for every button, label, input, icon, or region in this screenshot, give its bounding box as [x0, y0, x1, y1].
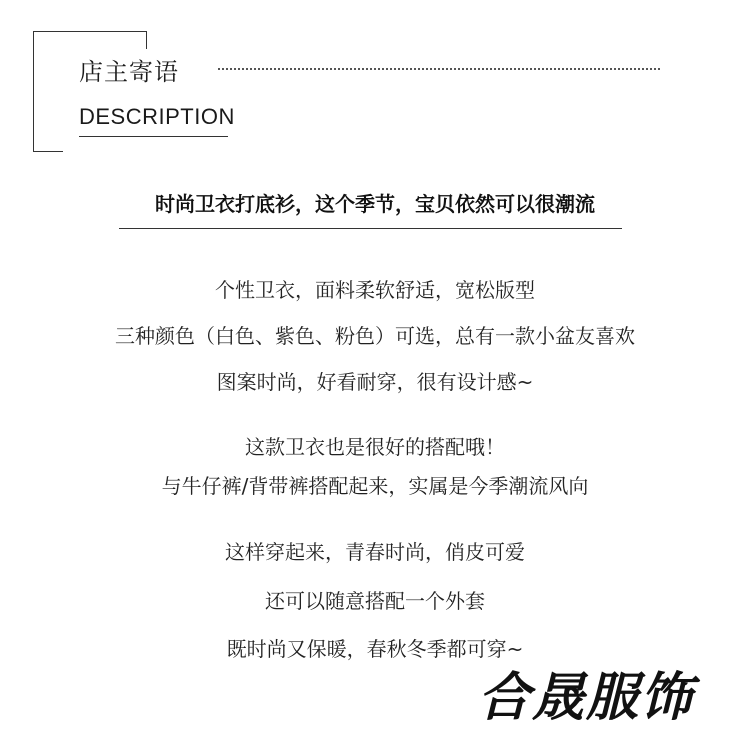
headline: 时尚卫衣打底衫，这个季节，宝贝依然可以很潮流 [155, 192, 595, 216]
paragraph-line: 图案时尚，好看耐穿，很有设计感~ [216, 370, 534, 394]
paragraph-line: 这款卫衣也是很好的搭配哦！ [245, 435, 505, 459]
dotted-divider [218, 68, 660, 70]
paragraph-line: 还可以随意搭配一个外套 [265, 589, 485, 613]
frame-left-line [33, 31, 34, 151]
section-title-en: DESCRIPTION [79, 104, 235, 129]
paragraph-line: 个性卫衣，面料柔软舒适，宽松版型 [215, 278, 535, 302]
paragraph-line: 三种颜色（白色、紫色、粉色）可选，总有一款小盆友喜欢 [115, 324, 635, 348]
section-title-en-underline [79, 136, 228, 137]
brand-watermark: 合晟服饰 [478, 667, 695, 728]
frame-bottom-line [33, 151, 63, 152]
section-title-cn: 店主寄语 [79, 58, 179, 86]
frame-corner-tick [146, 31, 147, 49]
paragraph-line: 这样穿起来，青春时尚，俏皮可爱 [225, 540, 525, 564]
paragraph-line: 既时尚又保暖，春秋冬季都可穿~ [226, 637, 524, 661]
frame-top-line [33, 31, 146, 32]
headline-underline [119, 228, 622, 229]
paragraph-line: 与牛仔裤/背带裤搭配起来，实属是今季潮流风向 [161, 474, 589, 498]
